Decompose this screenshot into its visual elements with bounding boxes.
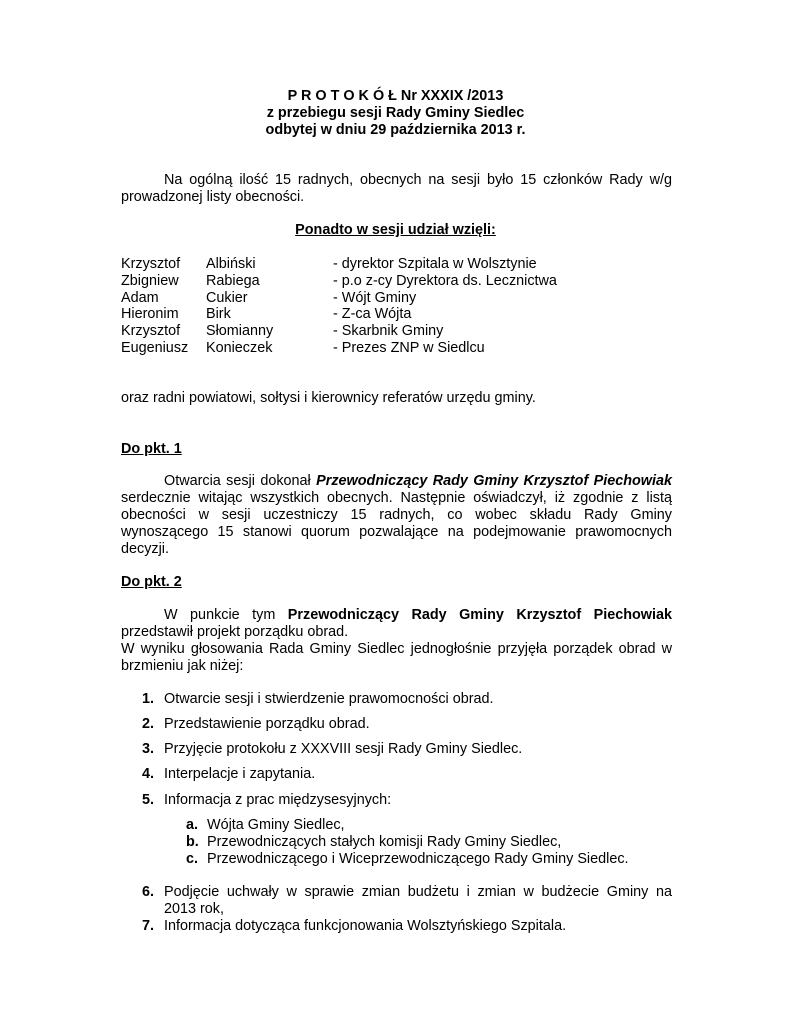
attendee-last-name: Konieczek: [206, 339, 273, 356]
agenda-subitem-a: [186, 817, 345, 834]
agenda-number: 5.: [142, 792, 155, 808]
protocol-subtitle: z przebiegu sesji Rady Gminy Siedlec: [266, 105, 525, 121]
pkt1-line-3: obecności w sesji uczestniczy 15 radnych, co wobec składu Rady Gminy: [121, 507, 672, 523]
agenda-subitem-c: [186, 851, 629, 868]
attendee-last-name: Cukier: [206, 289, 248, 306]
attendee-role: - Wójt Gminy: [333, 289, 417, 306]
pkt1-line-2: serdecznie witając wszystkich obecnych. Następnie oświadczył, iż zgodnie z listą: [121, 490, 672, 506]
attendees-heading: Ponadto w sesji udział wzięli:: [295, 222, 496, 238]
others-paragraph: oraz radni powiatowi, sołtysi i kierownicy referatów urzędu gminy.: [121, 390, 536, 406]
agenda-text: Interpelacje i zapytania.: [164, 766, 316, 782]
agenda-item-2: [142, 716, 672, 733]
pkt1-chairman-name: Przewodniczący Rady Gminy Krzysztof Piechowiak: [316, 473, 673, 489]
attendee-last-name: Albiński: [206, 256, 256, 272]
agenda-text: Informacja dotycząca funkcjonowania Wolsztyńskiego Szpitala.: [164, 918, 567, 934]
pkt2-line-3: W wyniku głosowania Rada Gminy Siedlec jednogłośnie przyjęła porządek obrad w: [121, 641, 672, 657]
attendee-last-name: Birk: [206, 306, 231, 323]
pkt2-line-1-text: W punkcie tym: [164, 607, 288, 623]
subitem-text: Przewodniczącego i Wiceprzewodniczącego Rady Gminy Siedlec.: [207, 851, 629, 867]
subitem-letter: b.: [186, 834, 199, 850]
intro-line-2: prowadzonej listy obecności.: [121, 189, 305, 205]
agenda-text: Podjęcie uchwały w sprawie zmian budżetu i zmian w budżecie Gminy na: [164, 884, 672, 900]
attendee-role: - Skarbnik Gminy: [333, 323, 444, 340]
pkt2-heading: Do pkt. 2: [121, 574, 182, 590]
agenda-number: 7.: [142, 918, 155, 934]
agenda-text: Otwarcie sesji i stwierdzenie prawomocności obrad.: [164, 691, 494, 707]
subitem-text: Przewodniczących stałych komisji Rady Gminy Siedlec,: [207, 834, 562, 850]
attendee-role: - dyrektor Szpitala w Wolsztynie: [333, 256, 537, 272]
attendee-first-name: Adam: [121, 289, 159, 306]
attendee-last-name: Słomianny: [206, 323, 274, 340]
agenda-number: 3.: [142, 741, 155, 757]
pkt1-line-5: decyzji.: [121, 541, 169, 557]
agenda-item-3: [142, 741, 672, 758]
pkt1-heading: Do pkt. 1: [121, 441, 182, 457]
subitem-letter: a.: [186, 817, 199, 833]
protocol-date: odbytej w dniu 29 października 2013 r.: [265, 122, 526, 138]
protocol-title: P R O T O K Ó Ł Nr XXXIX /2013: [287, 88, 504, 104]
attendee-first-name: Eugeniusz: [121, 339, 189, 356]
attendee-last-name: Rabiega: [206, 272, 260, 289]
attendee-row: [121, 256, 681, 273]
attendees-list: [121, 256, 681, 357]
agenda-number: 1.: [142, 691, 155, 707]
pkt1-line-1: [121, 473, 672, 490]
agenda-item-7: [142, 918, 672, 935]
attendee-role: - Prezes ZNP w Siedlcu: [333, 339, 485, 356]
agenda-number: 4.: [142, 766, 155, 782]
agenda-number: 2.: [142, 716, 155, 732]
agenda-item-6-cont: 2013 rok,: [164, 901, 225, 917]
subitem-text: Wójta Gminy Siedlec,: [207, 817, 345, 833]
agenda-subitem-b: [186, 834, 561, 851]
pkt1-line-1-text: Otwarcia sesji dokonał: [164, 473, 317, 489]
attendee-row: [121, 340, 681, 357]
agenda-text: Informacja z prac międzysesyjnych:: [164, 792, 392, 808]
pkt2-chairman-name: Przewodniczący Rady Gminy Krzysztof Piechowiak: [287, 607, 672, 623]
attendee-row: [121, 290, 681, 307]
pkt2-line-2: przedstawił projekt porządku obrad.: [121, 624, 349, 640]
agenda-item-6: [142, 884, 672, 901]
attendee-row: [121, 306, 681, 323]
agenda-number: 6.: [142, 884, 155, 900]
attendee-row: [121, 323, 681, 340]
agenda-item-5: [142, 792, 672, 809]
attendee-first-name: Hieronim: [121, 306, 179, 323]
pkt1-line-4: wynoszącego 15 stanowi quorum pozwalające na podejmowanie prawomocnych: [121, 524, 672, 540]
attendee-role: - Z-ca Wójta: [333, 306, 412, 323]
agenda-text: Przedstawienie porządku obrad.: [164, 716, 370, 732]
subitem-letter: c.: [186, 851, 199, 867]
pkt2-line-1: [121, 607, 672, 624]
attendee-first-name: Krzysztof: [121, 323, 181, 340]
agenda-text: Przyjęcie protokołu z XXXVIII sesji Rady Gminy Siedlec.: [164, 741, 523, 757]
intro-line-1: Na ogólną ilość 15 radnych, obecnych na sesji było 15 członków Rady w/g: [164, 172, 672, 188]
pkt2-line-4: brzmieniu jak niżej:: [121, 658, 244, 674]
attendee-first-name: Krzysztof: [121, 256, 181, 272]
agenda-item-1: [142, 691, 672, 708]
agenda-item-4: [142, 766, 672, 783]
attendee-row: [121, 273, 681, 290]
attendee-first-name: Zbigniew: [121, 272, 179, 289]
attendee-role: - p.o z-cy Dyrektora ds. Lecznictwa: [333, 272, 557, 289]
